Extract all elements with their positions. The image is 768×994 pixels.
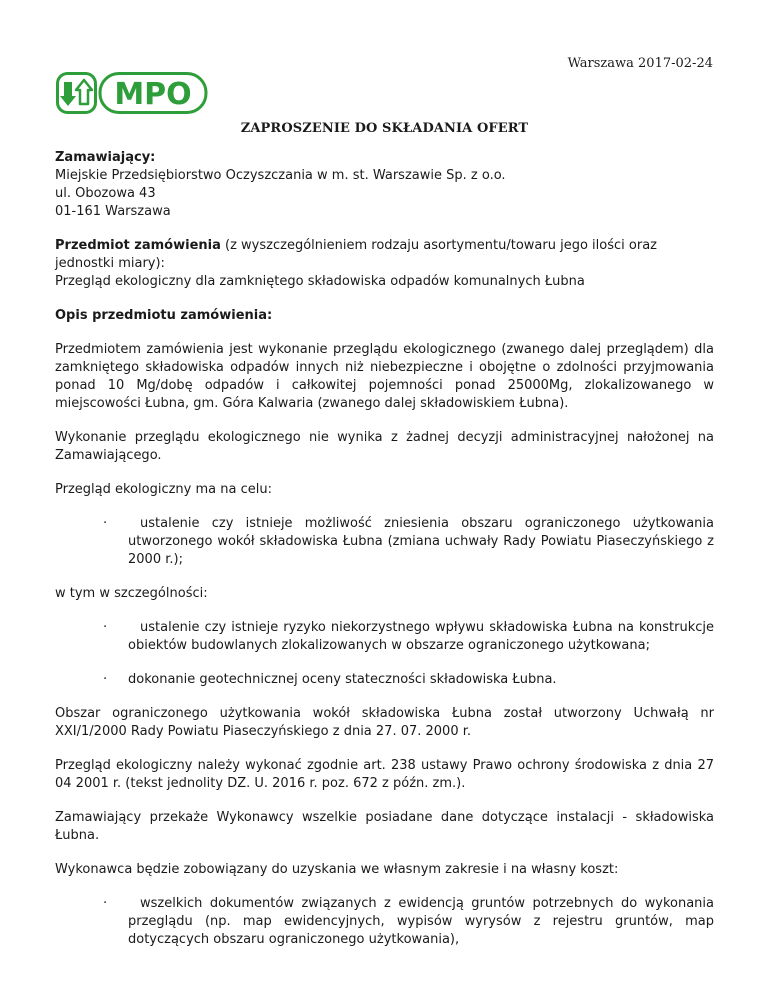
list-item (55, 515, 714, 569)
cost-bullet-text: wszelkich dokumentów związanych z ewidencją gruntów potrzebnych do wykonania przeglądu (np. map ewidencyjnych, wypisów wyrysów z rejestru gruntów, map dotyczących obszaru ograniczonego użytkowania), (128, 896, 714, 947)
order-subject-note: (z wyszczególnieniem rodzaju asortymentu/towaru jego ilości oraz jednostki miary): (55, 238, 657, 271)
description-paragraph-5: Obszar ograniczonego użytkowania wokół składowiska Łubna został utworzony Uchwałą nr XXI/1/2000 Rady Powiatu Piaseczyńskiego z dnia 27. 07. 2000 r. (55, 706, 714, 739)
list-item (55, 895, 714, 949)
bullet-icon: · (103, 516, 108, 531)
description-heading: Opis przedmiotu zamówienia: (55, 308, 273, 323)
order-subject-value: Przegląd ekologiczny dla zamkniętego składowiska odpadów komunalnych Łubna (55, 274, 585, 289)
document-body (55, 120, 714, 965)
contracting-authority-name: Miejskie Przedsiębiorstwo Oczyszczania w m. st. Warszawie Sp. z o.o. (55, 168, 506, 183)
description-paragraph-4: w tym w szczególności: (55, 586, 208, 601)
list-item (55, 619, 714, 655)
contracting-authority-city: 01-161 Warszawa (55, 204, 171, 219)
mpo-logo (56, 72, 208, 114)
order-subject-heading (55, 237, 714, 273)
recycle-arrows-icon (58, 74, 96, 113)
bullet-icon: · (103, 896, 108, 911)
contracting-authority-street: ul. Obozowa 43 (55, 186, 156, 201)
description-paragraph-7: Zamawiający przekaże Wykonawcy wszelkie posiadane dane dotyczące instalacji - składowiska Łubna. (55, 810, 714, 843)
detail-bullet-text: dokonanie geotechnicznej oceny stateczności składowiska Łubna. (128, 672, 557, 687)
logo-text: MPO (114, 77, 192, 112)
description-paragraph-6: Przegląd ekologiczny należy wykonać zgodnie art. 238 ustawy Prawo ochrony środowiska z dnia 27 04 2001 r. (tekst jednolity DZ. U. 2016 r. poz. 672 z późn. zm.). (55, 758, 714, 791)
list-item (55, 671, 714, 689)
description-paragraph-2: Wykonanie przeglądu ekologicznego nie wynika z żadnej decyzji administracyjnej nałożonej na Zamawiającego. (55, 430, 714, 463)
order-subject-label: Przedmiot zamówienia (55, 238, 221, 253)
detail-bullet-text: ustalenie czy istnieje ryzyko niekorzystnego wpływu składowiska Łubna na konstrukcje obiektów budowlanych zlokalizowanych w obszarze ograniczonego użytkowana; (128, 620, 714, 653)
description-paragraph-3: Przegląd ekologiczny ma na celu: (55, 482, 272, 497)
description-paragraph-1: Przedmiotem zamówienia jest wykonanie przeglądu ekologicznego (zwanego dalej przeglądem) dla zamkniętego składowiska odpadów innych niż niebezpieczne i obojętne o zdolności przyjmowania ponad 10 Mg/dobę odpadów i całkowitej pojemności ponad 25000Mg, zlokalizowanego w miejscowości Łubna, gm. Góra Kalwaria (zwanego dalej składowiskiem Łubna). (55, 342, 714, 411)
description-paragraph-8: Wykonawca będzie zobowiązany do uzyskania we własnym zakresie i na własny koszt: (55, 862, 619, 877)
bullet-icon: · (103, 672, 108, 687)
contracting-authority-section (55, 149, 714, 221)
document-title: ZAPROSZENIE DO SKŁADANIA OFERT (240, 121, 529, 136)
goal-bullet-text: ustalenie czy istnieje możliwość zniesienia obszaru ograniczonego użytkowania utworzonego wokół składowiska Łubna (zmiana uchwały Rady Powiatu Piaseczyńskiego z 2000 r.); (128, 516, 714, 567)
order-subject-section (55, 237, 714, 291)
contracting-authority-label: Zamawiający: (55, 150, 156, 165)
bullet-icon: · (103, 620, 108, 635)
document-date: Warszawa 2017-02-24 (567, 56, 713, 71)
